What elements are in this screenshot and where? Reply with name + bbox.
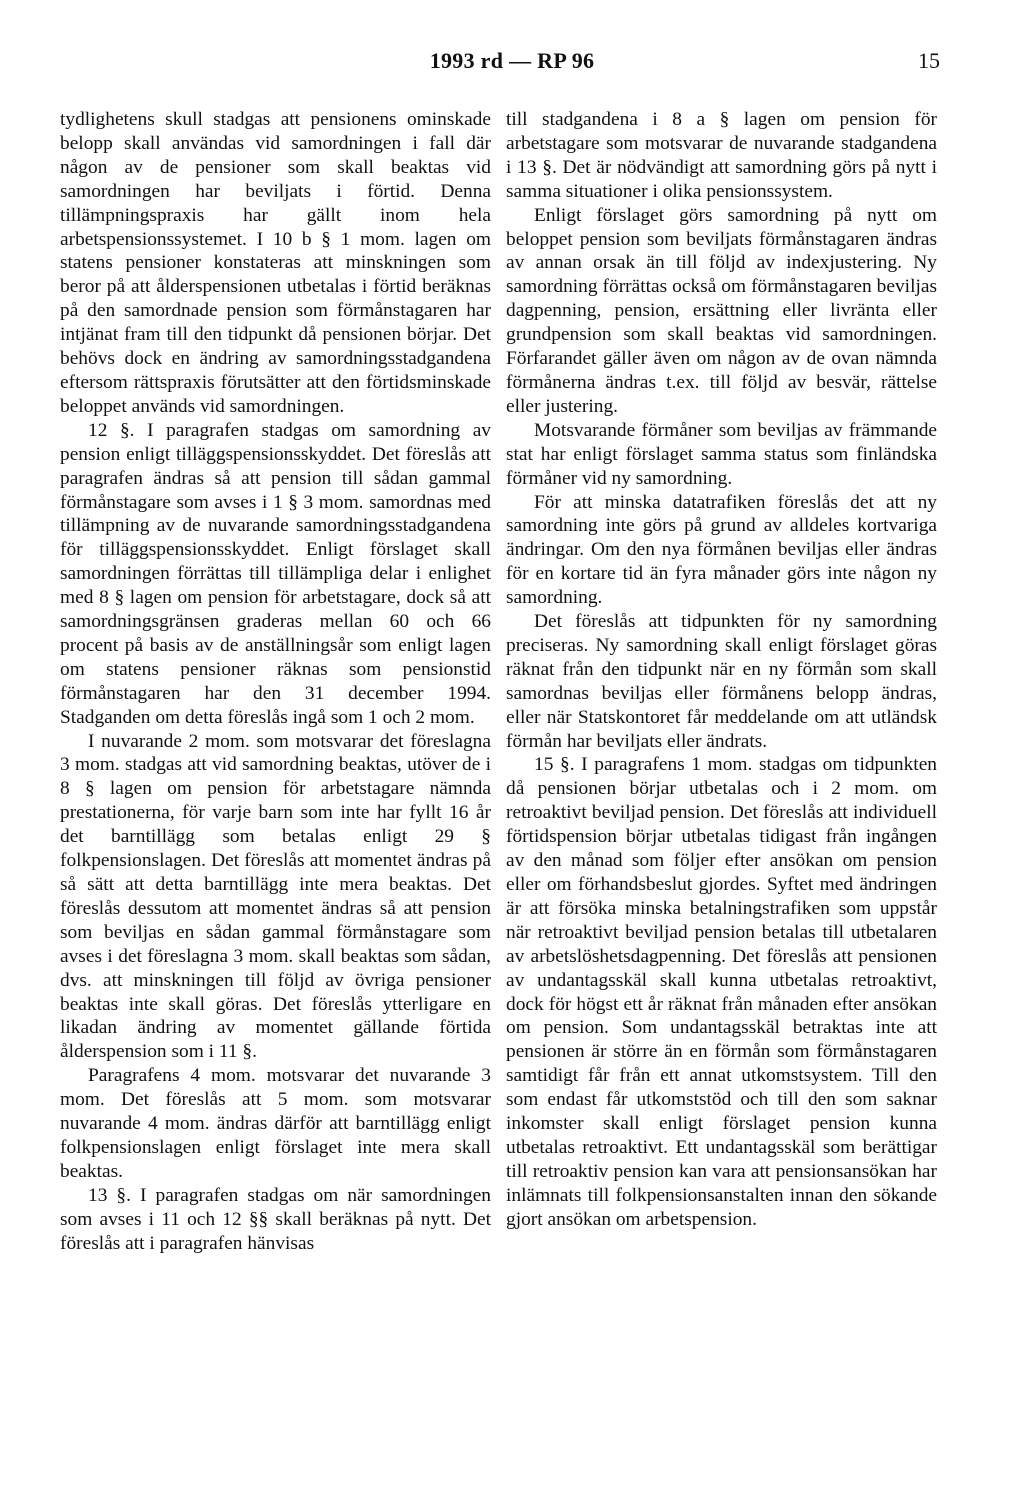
- running-title: 1993 rd — RP 96: [429, 48, 595, 73]
- left-column: [60, 108, 491, 1256]
- page-header: [0, 48, 1024, 84]
- paragraph: 15 §. I paragrafens 1 mom. stadgas om tidpunkten då pensionen börjar utbetalas och i 2 mom. om retroaktivt beviljad pension. Det föreslås att individuell förtidspension börjar utbetalas tidigast från ingången av den månad som följer efter ansökan om pension eller om förhandsbeslut gjordes. Syftet med ändringen är att försöka minska betalningstrafiken som uppstår när retroaktivt beviljad pension betalas till utbetalaren av arbetslöshetsdagpenning. Det föreslås att pensionen av undantagsskäl skall kunna utbetalas retroaktivt, dock för högst ett år räknat från månaden efter ansökan om pension. Som undantagsskäl betraktas inte att pensionen är större än en förmån som förmånstagaren samtidigt får från ett annat utkomstsystem. Till den som endast får utkomststöd och till den som saknar inkomster skall enligt förslaget pension kunna utbetalas retroaktivt. Ett undantagsskäl som berättigar till retroaktiv pension kan vara att pensionsansökan har inlämnats till folkpensionsanstalten innan den sökande gjort ansökan om arbetspension.: [506, 754, 937, 1230]
- paragraph: till stadgandena i 8 a § lagen om pension för arbetstagare som motsvarar de nuvarande stadgandena i 13 §. Det är nödvändigt att samordning görs på nytt i samma situationer i olika pensionssystem.: [506, 109, 937, 202]
- paragraph: Paragrafens 4 mom. motsvarar det nuvarande 3 mom. Det föreslås att 5 mom. som motsvarar nuvarande 4 mom. ändras därför att barntillägg enligt folkpensionslagen enligt förslaget inte mera skall beaktas.: [60, 1065, 491, 1182]
- paragraph: I nuvarande 2 mom. som motsvarar det föreslagna 3 mom. stadgas att vid samordning beaktas, utöver de i 8 § lagen om pension för arbetstagare nämnda prestationerna, för varje barn som inte har fyllt 16 år det barntillägg som betalas enligt 29 § folkpensionslagen. Det föreslås att momentet ändras på så sätt att detta barntillägg inte mera beaktas. Det föreslås dessutom att momentet ändras så att pension som beviljas en sådan gammal förmånstagare som avses i det föreslagna 3 mom. skall beaktas som sådan, dvs. att minskningen till följd av övriga pensioner beaktas inte skall göras. Det föreslås ytterligare en likadan ändring av momentet gällande förtida ålderspension som i 11 §.: [60, 730, 491, 1063]
- page-number: 15: [918, 48, 940, 73]
- paragraph: 12 §. I paragrafen stadgas om samordning av pension enligt tilläggspensionsskyddet. Det föreslås att paragrafen ändras så att pension till sådan gammal förmånstagare som avses i 1 § 3 mom. samordnas med tillämpning av de nuvarande samordningsstadgandena för tilläggspensionsskyddet. Enligt förslaget skall samordningen förrättas till tillämpliga delar i enlighet med 8 § lagen om pension för arbetstagare, dock så att samordningsgränsen graderas mellan 60 och 66 procent på basis av de anställningsår som enligt lagen om statens pensioner räknas som pensionstid förmånstagaren har den 31 december 1994. Stadganden om detta föreslås ingå som 1 och 2 mom.: [60, 419, 491, 728]
- paragraph: Motsvarande förmåner som beviljas av främmande stat har enligt förslaget samma status som finländska förmåner vid ny samordning.: [506, 419, 937, 489]
- paragraph: För att minska datatrafiken föreslås det att ny samordning inte görs på grund av alldeles kortvariga ändringar. Om den nya förmånen beviljas eller ändras för en kortare tid än fyra månader görs inte någon ny samordning.: [506, 491, 937, 609]
- paragraph: Det föreslås att tidpunkten för ny samordning preciseras. Ny samordning skall enligt förslaget göras räknat från den tidpunkt när en ny förmån som skall samordnas beviljas eller förmånens belopp ändras, eller när Statskontoret får meddelande om att utländsk förmån har beviljats eller ändrats.: [506, 611, 937, 752]
- paragraph: tydlighetens skull stadgas att pensionens ominskade belopp skall användas vid samordningen i fall där någon av de pensioner som skall beaktas vid samordningen har beviljats i förtid. Denna tillämpningspraxis har gällt inom hela arbetspensionssystemet. I 10 b § 1 mom. lagen om statens pensioner konstateras att minskningen som beror på att ålderspensionen utbetalas i förtid beräknas på den samordnade pension som förmånstagaren har intjänat fram till den tidpunkt då pensionen börjar. Det behövs dock en ändring av samordningsstadgandena eftersom rättspraxis förutsätter att den förtidsminskade beloppet används vid samordningen.: [60, 109, 491, 417]
- right-column: [506, 108, 937, 1232]
- paragraph: 13 §. I paragrafen stadgas om när samordningen som avses i 11 och 12 §§ skall beräknas på nytt. Det föreslås att i paragrafen hänvisas: [60, 1184, 491, 1254]
- paragraph: Enligt förslaget görs samordning på nytt om beloppet pension som beviljats förmånstagaren ändras av annan orsak än till följd av indexjustering. Ny samordning förrättas också om förmånstagaren beviljas dagpenning, pension, ersättning eller livränta eller grundpension som skall beaktas vid samordningen. Förfarandet gäller även om någon av de ovan nämnda förmånerna ändras t.ex. till följd av besvär, rättelse eller justering.: [506, 204, 937, 417]
